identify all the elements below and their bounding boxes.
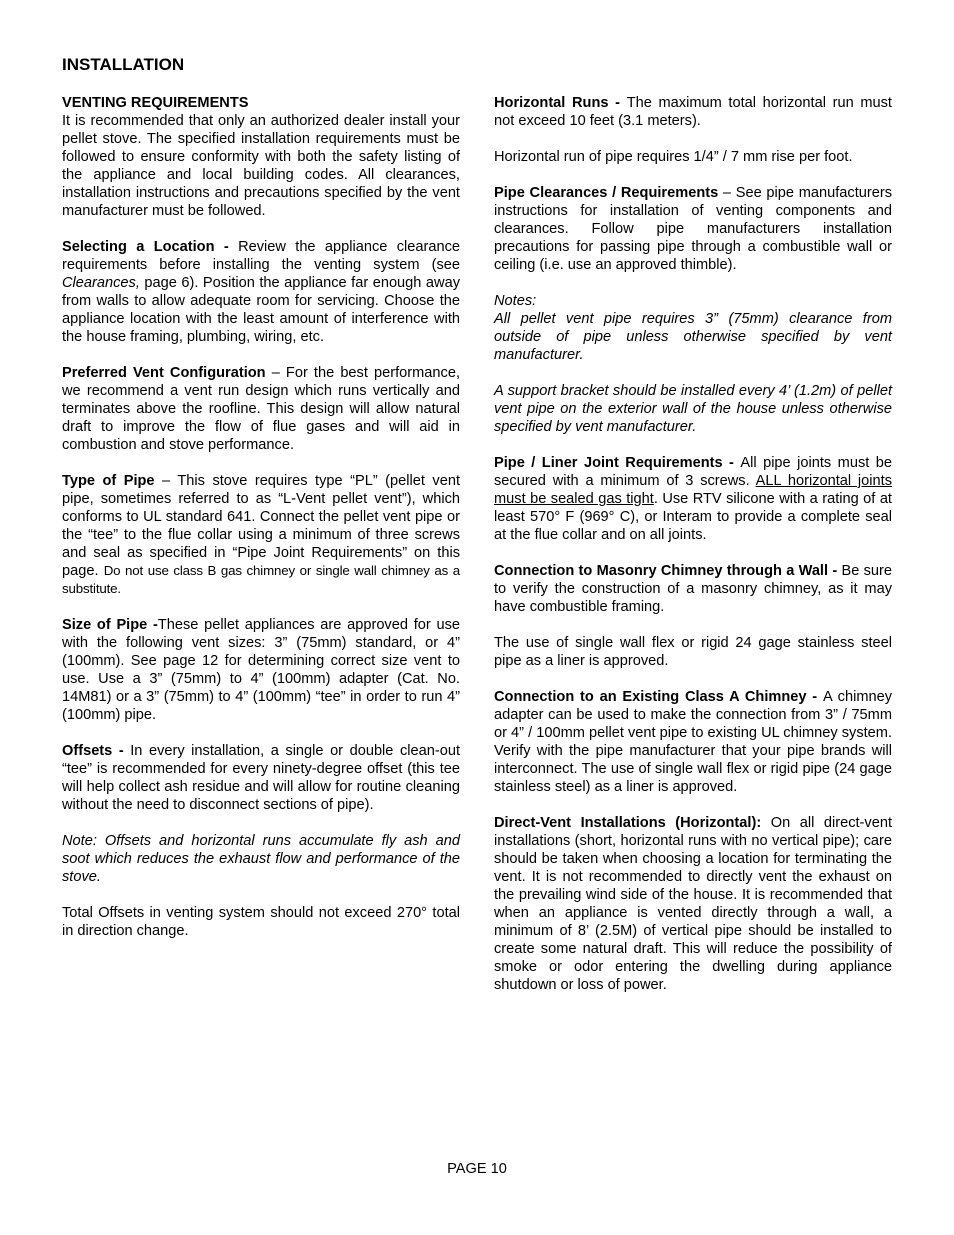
paragraph-lead: Pipe Clearances / Requirements xyxy=(494,185,719,201)
paragraph-text-condensed: Do not use class B gas chimney or single wall chimney as a substitute. xyxy=(62,563,461,596)
note-clearance: All pellet vent pipe requires 3” (75mm) clearance from outside of pipe unless otherwise specified by vent manufacturer. xyxy=(494,311,892,363)
page-number: PAGE 10 xyxy=(447,1161,507,1177)
paragraph-text: All pipe joints must be secured with a minimum of 3 screws. xyxy=(494,455,892,489)
paragraph-text: These pellet appliances are approved for use with the following vent sizes: 3” (75mm) standard, or 4” (100mm). See page 12 for determining correct size vent to use. Use a 3” (75mm) to 4” (100mm) adapter (Cat. No. 14M81) or a 3” (75mm) to 4” (100mm) “tee” in order to run 4” (100mm) pipe. xyxy=(62,617,460,723)
paragraph-text: . Use RTV silicone with a rating of at least 570° F (969° C), or Interam to provide a complete seal at the flue collar and on all joints. xyxy=(494,491,892,543)
preferred-vent-paragraph xyxy=(62,364,460,454)
paragraph-lead: Pipe / Liner Joint Requirements - xyxy=(494,455,741,471)
paragraph-text: – See pipe manufacturers instructions for installation of venting components and clearances. Follow pipe manufacturers installation precautions for passing pipe through a combustible wall or ceiling (i.e. use an approved thimble). xyxy=(494,185,893,273)
paragraph-text: Review the appliance clearance requirements before installing the venting system (see xyxy=(62,239,460,273)
paragraph-text: – This stove requires type “PL” (pellet vent pipe, sometimes referred to as “L-Vent pellet vent”), which conforms to UL standard 641. Connect the pellet vent pipe or the “tee” to the flue collar using a minimum of three screws and seal as specified in “Pipe Joint Requirements” on this page. xyxy=(62,473,461,579)
venting-requirements-section xyxy=(62,94,460,220)
paragraph-text: – For the best performance, we recommend a vent run design which runs vertically and terminates above the roofline. This design will allow natural draft to improve the flow of flue gases and will aid in combustion and stove performance. xyxy=(62,365,460,453)
liner-paragraph: The use of single wall flex or rigid 24 gage stainless steel pipe as a liner is approved. xyxy=(494,635,892,669)
direct-vent-paragraph xyxy=(494,814,892,994)
horizontal-rise-paragraph: Horizontal run of pipe requires 1/4” / 7 mm rise per foot. xyxy=(494,149,853,165)
paragraph-text: In every installation, a single or double clean-out “tee” is recommended for every ninety-degree offset (this tee will help collect ash residue and will allow for routine cleaning without the need to disconnect sections of pipe). xyxy=(62,743,460,813)
paragraph-text: A chimney adapter can be used to make the connection from 3” / 75mm or 4” / 100mm pellet vent pipe to existing UL chimney system. Verify with the pipe manufacturer that your pipe brands will interconnect. The use of single wall flex or rigid pipe (24 gage stainless steel) as a liner is approved. xyxy=(494,689,893,795)
clearances-reference: Clearances, xyxy=(62,275,140,291)
paragraph-lead: Selecting a Location - xyxy=(62,239,239,255)
paragraph-text: page 6). Position the appliance far enough away from walls to allow adequate room for servicing. Choose the appliance location with the least amount of interference with the house framing, plumbing, wiring, etc. xyxy=(62,275,460,345)
selecting-location-paragraph xyxy=(62,238,460,346)
total-offsets-paragraph: Total Offsets in venting system should not exceed 270° total in direction change. xyxy=(62,905,460,939)
right-column xyxy=(494,94,892,1012)
offsets-note: Note: Offsets and horizontal runs accumulate fly ash and soot which reduces the exhaust flow and performance of the stove. xyxy=(62,833,460,885)
paragraph-lead: Direct-Vent Installations (Horizontal): xyxy=(494,815,771,831)
paragraph-lead: Horizontal Runs - xyxy=(494,95,627,111)
type-of-pipe-paragraph xyxy=(62,472,460,598)
offsets-paragraph xyxy=(62,742,460,814)
paragraph-text: On all direct-vent installations (short, horizontal runs with no vertical pipe); care should be taken when choosing a location for terminating the vent. It is not recommended to directly vent the exhaust on the prevailing wind side of the house. It is recommended that when an appliance is vented directly through a wall, a minimum of 8’ (2.5M) of vertical pipe should be installed to create some natural draft. This will reduce the possibility of smoke or odor entering the dwelling during appliance shutdown or loss of power. xyxy=(494,815,893,993)
pipe-clearances-paragraph xyxy=(494,184,892,274)
paragraph-lead: Connection to an Existing Class A Chimney - xyxy=(494,689,823,705)
size-of-pipe-paragraph xyxy=(62,616,460,724)
note-support-bracket: A support bracket should be installed every 4’ (1.2m) of pellet vent pipe on the exterior wall of the house unless otherwise specified by vent manufacturer. xyxy=(494,383,892,435)
venting-paragraph: It is recommended that only an authorized dealer install your pellet stove. The specified installation requirements must be followed to ensure conformity with both the safety listing of the appliance and local building codes. All clearances, installation instructions and precautions specified by the vent manufacturer must be followed. xyxy=(62,113,460,219)
paragraph-lead: Offsets - xyxy=(62,743,131,759)
class-a-chimney-paragraph xyxy=(494,688,892,796)
page-title: INSTALLATION xyxy=(62,55,185,74)
paragraph-lead: Preferred Vent Configuration xyxy=(62,365,266,381)
paragraph-lead: Connection to Masonry Chimney through a Wall - xyxy=(494,563,842,579)
paragraph-text: The maximum total horizontal run must not exceed 10 feet (3.1 meters). xyxy=(494,95,892,129)
notes-block xyxy=(494,292,892,436)
horizontal-runs-paragraph xyxy=(494,94,892,130)
paragraph-lead: Size of Pipe - xyxy=(62,617,158,633)
underlined-requirement: ALL horizontal joints must be sealed gas tight xyxy=(494,473,892,507)
paragraph-text: Be sure to verify the construction of a masonry chimney, as it may have combustible framing. xyxy=(494,563,892,615)
paragraph-lead: Type of Pipe xyxy=(62,473,155,489)
notes-label: Notes: xyxy=(494,293,537,309)
joint-requirements-paragraph xyxy=(494,454,892,544)
left-column xyxy=(62,94,460,958)
section-title: VENTING REQUIREMENTS xyxy=(62,95,249,111)
masonry-chimney-paragraph xyxy=(494,562,892,616)
